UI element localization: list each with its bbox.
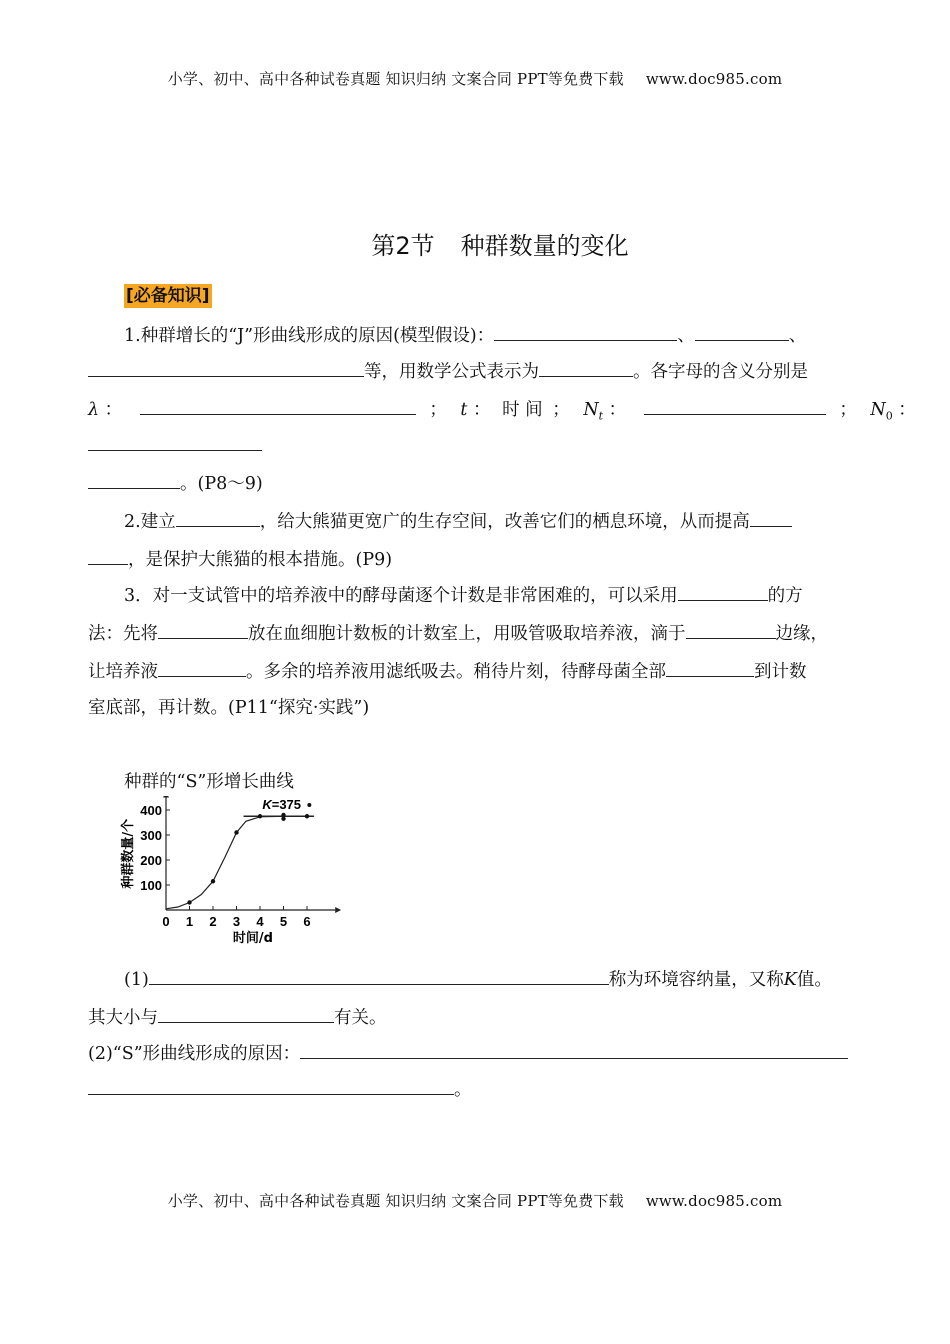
q3-text: 边缘， (775, 624, 828, 644)
y-axis-arrow (163, 796, 169, 798)
colon: ： (104, 400, 123, 420)
data-point (234, 830, 238, 834)
header-site: www.doc985.com (645, 70, 783, 88)
y-tick-label: 300 (140, 828, 162, 843)
y-axis-label: 种群数量/个 (121, 818, 136, 889)
page-header (0, 68, 950, 89)
s-curve-line (166, 816, 314, 909)
time-label: 时 间 (502, 400, 543, 420)
footer-site: www.doc985.com (645, 1192, 783, 1210)
k-label-value: =375 (271, 797, 302, 812)
semicolon: ； (839, 400, 857, 420)
q4-blank-2[interactable] (158, 1004, 334, 1023)
section-tag: [必备知识] (126, 286, 210, 306)
q3-text: 让培养液 (88, 662, 158, 682)
q3-blank-2[interactable] (158, 620, 248, 639)
q4-text: 其大小与 (88, 1008, 158, 1028)
data-point (258, 814, 262, 818)
q4-line4 (88, 1076, 472, 1102)
q4-line2 (88, 1004, 387, 1030)
footer-text: 小学、初中、高中各种试卷真题 知识归纳 文案合同 PPT等免费下载 (167, 1192, 624, 1210)
q1-separator: 、 (788, 326, 807, 346)
q1-blank-formula[interactable] (539, 358, 633, 377)
q1-blank-nt[interactable] (644, 396, 826, 415)
q1-blank-n0-cont[interactable] (88, 470, 180, 489)
q3-blank-4[interactable] (158, 658, 246, 677)
q3-blank-3[interactable] (686, 620, 776, 639)
data-point (305, 814, 309, 818)
q2-blank-2[interactable] (750, 508, 792, 527)
q3-text: 3．对一支试管中的培养液中的酵母菌逐个计数是非常困难的，可以采用 (124, 586, 678, 606)
q1-line4 (88, 432, 262, 458)
q1-blank-2[interactable] (695, 322, 789, 341)
q4-line3 (88, 1040, 848, 1066)
q3-text: 放在血细胞计数板的计数室上，用吸管吸取培养液，滴于 (248, 624, 686, 644)
semicolon: ； (552, 400, 570, 420)
data-point (281, 813, 285, 817)
q3-text: 法：先将 (88, 624, 158, 644)
q1-separator: 、 (677, 326, 695, 346)
q2-line2 (88, 546, 392, 572)
q2-text: ，是保护大熊猫的根本措施。(P9) (128, 550, 393, 570)
q2-text: ，给大熊猫更宽广的生存空间，改善它们的栖息环境，从而提高 (259, 512, 750, 532)
colon: ： (608, 400, 627, 420)
q3-blank-5[interactable] (666, 658, 754, 677)
header-text: 小学、初中、高中各种试卷真题 知识归纳 文案合同 PPT等免费下载 (167, 70, 624, 88)
data-point (187, 900, 191, 904)
k-label-symbol: K (262, 797, 272, 812)
x-tick-label: 6 (303, 914, 311, 929)
q3-line2 (88, 620, 828, 646)
q1-blank-lambda[interactable] (140, 396, 416, 415)
q4-blank-1[interactable] (149, 966, 609, 985)
q4-text: (1) (124, 970, 149, 990)
q3-text: 的方 (767, 586, 803, 606)
q1-line1 (124, 322, 806, 348)
q4-blank-3-cont[interactable] (88, 1076, 454, 1095)
page-title (0, 226, 950, 261)
data-point (211, 879, 215, 883)
k-label (262, 797, 301, 812)
q3-line4: 室底部，再计数。(P11“探究·实践”) (88, 698, 370, 718)
n0-symbol: N (870, 400, 886, 420)
q4-text: 有关。 (334, 1008, 387, 1028)
q1-text: 1.种群增长的“J”形曲线形成的原因(模型假设)： (124, 326, 495, 346)
k-label-dot (307, 803, 311, 807)
y-tick-label: 400 (140, 803, 162, 818)
s-curve-chart (110, 796, 350, 946)
data-point (281, 817, 285, 821)
q4-text: 值。 (796, 970, 832, 990)
q2-line1 (124, 508, 792, 534)
x-axis-arrow (335, 907, 341, 913)
q3-line1 (124, 582, 803, 608)
q2-blank-2-cont[interactable] (88, 546, 128, 565)
q3-text: 到计数 (754, 662, 807, 682)
title-text: 种群数量的变化 (460, 232, 629, 260)
x-tick-label: 1 (185, 914, 194, 929)
q1-blank-n0[interactable] (88, 432, 262, 451)
q1-line3 (88, 396, 916, 429)
t-symbol: t (460, 400, 468, 420)
nt-symbol: N (583, 400, 599, 420)
q4-line1 (124, 966, 832, 992)
q4-text: 称为环境容纳量，又称 (608, 970, 784, 990)
nt-subscript: t (598, 409, 604, 423)
title-section-number: 第2节 (371, 232, 435, 260)
x-tick-label: 5 (279, 914, 288, 929)
colon: ： (898, 400, 916, 420)
k-symbol: K (783, 970, 797, 990)
q1-text: 。各字母的含义分别是 (633, 362, 808, 382)
x-axis-label: 时间/d (232, 931, 273, 946)
n0-subscript: 0 (885, 409, 893, 423)
y-tick-label: 200 (140, 853, 162, 868)
q1-blank-3[interactable] (88, 358, 364, 377)
chart-caption: 种群的“S”形增长曲线 (124, 772, 294, 792)
q3-line3 (88, 658, 807, 684)
q1-text: 等，用数学公式表示为 (364, 362, 539, 382)
y-tick-label: 100 (140, 878, 162, 893)
q2-blank-1[interactable] (176, 508, 260, 527)
q1-line5 (88, 470, 263, 496)
q3-text: 。多余的培养液用滤纸吸去。稍待片刻，待酵母菌全部 (246, 662, 666, 682)
lambda-symbol: λ (88, 400, 100, 420)
q4-text: 。 (454, 1080, 472, 1100)
q1-blank-1[interactable] (494, 322, 677, 341)
q3-blank-1[interactable] (678, 582, 768, 601)
x-tick-label: 0 (162, 914, 170, 929)
q2-text: 2.建立 (124, 512, 176, 532)
semicolon: ； (429, 400, 447, 420)
x-tick-label: 3 (232, 914, 241, 929)
q1-text: 。(P8～9) (180, 474, 263, 494)
q1-line2 (88, 358, 808, 384)
x-tick-label: 2 (209, 914, 217, 929)
page-footer (0, 1190, 950, 1211)
colon: ： (473, 400, 491, 420)
q4-blank-3[interactable] (300, 1040, 848, 1059)
q4-text: (2)“S”形曲线形成的原因： (88, 1044, 301, 1064)
x-tick-label: 4 (256, 914, 264, 929)
